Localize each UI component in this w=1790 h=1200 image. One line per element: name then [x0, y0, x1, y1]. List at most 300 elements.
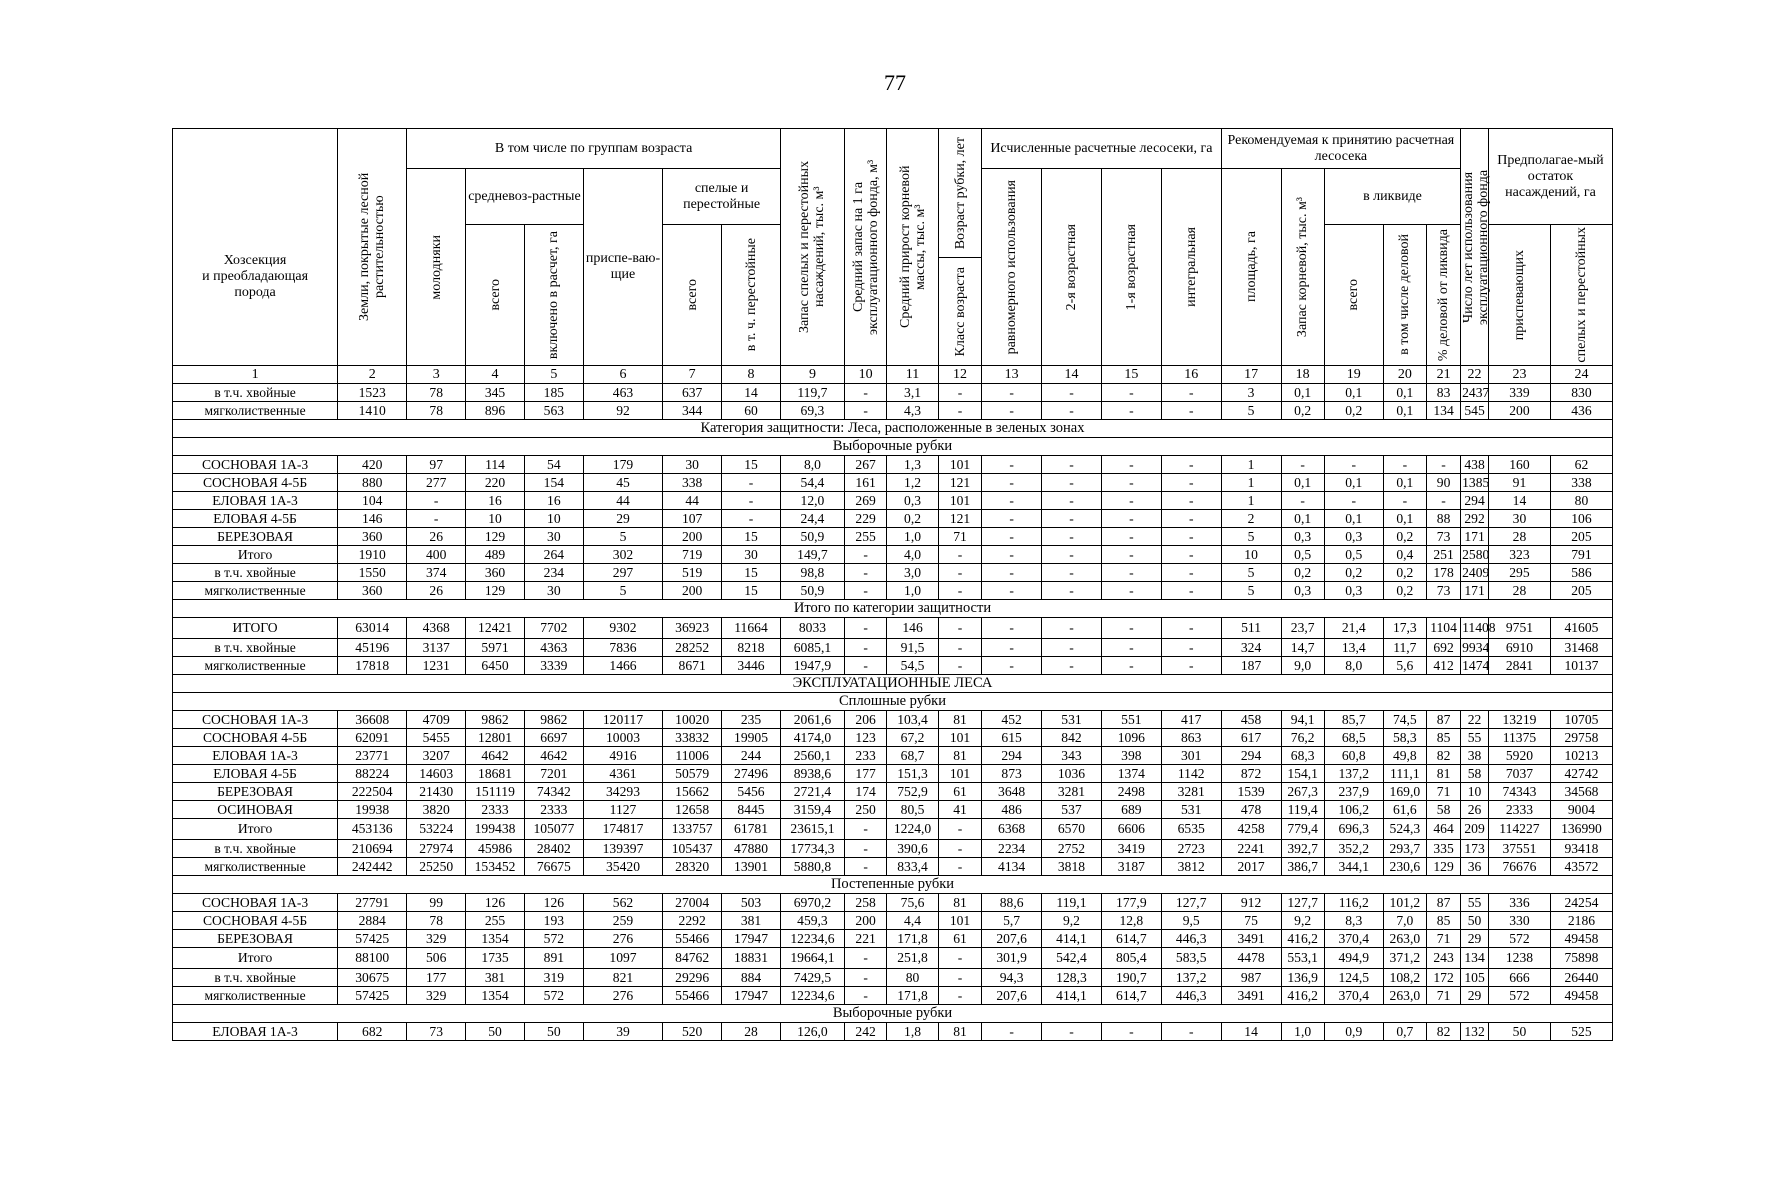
- row-label: мягколиственные: [173, 857, 338, 875]
- col-root-stock: Запас корневой, тыс. м³: [1281, 169, 1324, 366]
- table-row: [173, 617, 1613, 638]
- table-cell: 459,3: [780, 911, 844, 929]
- table-cell: 105437: [663, 839, 722, 857]
- table-cell: 75898: [1550, 947, 1612, 968]
- table-cell: 3281: [1042, 782, 1102, 800]
- table-cell: 120117: [583, 710, 662, 728]
- table-cell: 177: [407, 968, 466, 986]
- table-cell: -: [982, 638, 1042, 656]
- table-cell: 301,9: [982, 947, 1042, 968]
- table-cell: 1354: [466, 929, 525, 947]
- table-cell: 124,5: [1324, 968, 1383, 986]
- table-cell: 58: [1461, 764, 1489, 782]
- table-cell: 41: [938, 800, 981, 818]
- table-cell: -: [1383, 455, 1426, 473]
- table-cell: 7702: [524, 617, 583, 638]
- table-cell: 519: [663, 563, 722, 581]
- table-cell: 101: [938, 764, 981, 782]
- table-cell: 2884: [338, 911, 407, 929]
- table-cell: -: [982, 383, 1042, 401]
- table-cell: 0,1: [1324, 473, 1383, 491]
- table-cell: 2292: [663, 911, 722, 929]
- table-cell: 1385: [1462, 474, 1490, 490]
- table-cell: 107: [663, 509, 722, 527]
- table-cell: 14: [1221, 1022, 1281, 1040]
- table-cell: -: [1101, 473, 1161, 491]
- table-cell: 73: [407, 1022, 466, 1040]
- table-row: [173, 857, 1613, 875]
- table-cell: 29: [583, 509, 662, 527]
- table-cell: 752,9: [887, 782, 939, 800]
- table-cell: 0,3: [1324, 581, 1383, 599]
- table-cell: 329: [407, 986, 466, 1004]
- table-cell: 244: [722, 746, 781, 764]
- table-cell: 263,0: [1383, 929, 1426, 947]
- column-number-row: [173, 365, 1613, 383]
- table-cell: 263,0: [1383, 986, 1426, 1004]
- table-cell: -: [982, 617, 1042, 638]
- column-number: 19: [1324, 365, 1383, 383]
- col-liquid: в ликвиде: [1324, 169, 1460, 225]
- table-cell: 343: [1042, 746, 1102, 764]
- column-number: 1: [173, 365, 338, 383]
- table-cell: 75,6: [887, 893, 939, 911]
- table-cell: 171,8: [887, 929, 939, 947]
- table-cell: -: [982, 656, 1042, 674]
- table-cell: -: [1042, 491, 1102, 509]
- table-cell: 1,0: [1281, 1022, 1324, 1040]
- table-cell: 7201: [524, 764, 583, 782]
- table-cell: 12801: [466, 728, 525, 746]
- col-years-use: Число лет использования эксплуатационного фонда: [1461, 129, 1489, 366]
- row-label: мягколиственные: [173, 986, 338, 1004]
- table-cell: 50,9: [780, 527, 844, 545]
- table-cell: 531: [1161, 800, 1221, 818]
- table-cell: 486: [982, 800, 1042, 818]
- table-cell: 4368: [407, 617, 466, 638]
- table-cell: 171: [1461, 581, 1489, 599]
- table-cell: 5: [1221, 401, 1281, 419]
- table-cell: 4363: [524, 638, 583, 656]
- table-cell: 292: [1461, 509, 1489, 527]
- table-cell: 15: [722, 455, 781, 473]
- table-cell: 57425: [338, 929, 407, 947]
- table-cell: 19905: [722, 728, 781, 746]
- table-cell: 33832: [663, 728, 722, 746]
- table-cell: 13901: [722, 857, 781, 875]
- table-cell: 134: [1427, 401, 1461, 419]
- table-cell: 446,3: [1161, 929, 1221, 947]
- table-cell: 108,2: [1383, 968, 1426, 986]
- table-cell: -: [1101, 656, 1161, 674]
- section-title: Итого по категории защитности: [173, 599, 1613, 617]
- table-cell: 85,7: [1324, 710, 1383, 728]
- table-cell: 83: [1427, 383, 1461, 401]
- table-cell: 123: [844, 728, 886, 746]
- table-cell: 464: [1427, 818, 1461, 839]
- table-cell: 105077: [524, 818, 583, 839]
- section-row: [173, 875, 1613, 893]
- table-cell: -: [982, 509, 1042, 527]
- table-cell: 2333: [524, 800, 583, 818]
- table-cell: 392,7: [1281, 839, 1324, 857]
- table-body: [173, 365, 1613, 1040]
- table-cell: 229: [844, 509, 886, 527]
- table-cell: 44: [663, 491, 722, 509]
- table-cell: 25250: [407, 857, 466, 875]
- table-cell: 330: [1488, 911, 1550, 929]
- table-cell: 412: [1427, 656, 1461, 674]
- table-cell: 12658: [663, 800, 722, 818]
- table-cell: -: [1042, 656, 1102, 674]
- table-cell: 171,8: [887, 986, 939, 1004]
- table-cell: -: [1101, 509, 1161, 527]
- table-cell: 81: [1427, 764, 1461, 782]
- table-cell: 114227: [1488, 818, 1550, 839]
- table-cell: 1036: [1042, 764, 1102, 782]
- table-cell: 0,2: [1383, 581, 1426, 599]
- table-cell: 15: [722, 527, 781, 545]
- table-cell: 1,8: [887, 1022, 939, 1040]
- column-number: 22: [1461, 365, 1489, 383]
- table-cell: 0,1: [1324, 383, 1383, 401]
- table-cell: 9862: [466, 710, 525, 728]
- table-cell: 293,7: [1383, 839, 1426, 857]
- table-cell: 1097: [583, 947, 662, 968]
- col-area: площадь, га: [1221, 169, 1281, 366]
- row-label: СОСНОВАЯ 1А-3: [173, 710, 338, 728]
- table-cell: 160: [1488, 455, 1550, 473]
- table-cell: 94,3: [982, 968, 1042, 986]
- table-cell: 71: [1427, 782, 1461, 800]
- table-cell: 1: [1221, 491, 1281, 509]
- table-cell: 511: [1221, 617, 1281, 638]
- table-cell: -: [938, 818, 981, 839]
- col-2nd-age: 2-я возрастная: [1042, 169, 1102, 366]
- table-cell: 35420: [583, 857, 662, 875]
- table-cell: 572: [1488, 929, 1550, 947]
- table-cell: 30: [524, 527, 583, 545]
- table-cell: 478: [1221, 800, 1281, 818]
- table-cell: 45986: [466, 839, 525, 857]
- table-cell: 24254: [1550, 893, 1612, 911]
- row-label: в т.ч. хвойные: [173, 563, 338, 581]
- col-1st-age: 1-я возрастная: [1101, 169, 1161, 366]
- table-cell: 220: [466, 473, 525, 491]
- table-cell: 360: [338, 581, 407, 599]
- table-cell: 61781: [722, 818, 781, 839]
- table-cell: 111,1: [1383, 764, 1426, 782]
- table-cell: 1: [1221, 473, 1281, 491]
- table-cell: -: [938, 581, 981, 599]
- table-cell: -: [844, 947, 886, 968]
- table-cell: 319: [524, 968, 583, 986]
- table-cell: -: [1042, 563, 1102, 581]
- table-cell: 17734,3: [780, 839, 844, 857]
- table-cell: 617: [1221, 728, 1281, 746]
- table-cell: 6535: [1161, 818, 1221, 839]
- table-cell: 243: [1427, 947, 1461, 968]
- table-cell: 78: [407, 401, 466, 419]
- table-cell: 44: [583, 491, 662, 509]
- table-row: [173, 911, 1613, 929]
- table-cell: 821: [583, 968, 662, 986]
- table-cell: 637: [663, 383, 722, 401]
- table-cell: 174: [844, 782, 886, 800]
- table-cell: 3491: [1221, 929, 1281, 947]
- table-cell: 0,3: [887, 491, 939, 509]
- table-cell: 75: [1221, 911, 1281, 929]
- table-cell: 463: [583, 383, 662, 401]
- table-cell: 7836: [583, 638, 662, 656]
- table-cell: -: [1042, 509, 1102, 527]
- table-cell: 54,4: [780, 473, 844, 491]
- table-cell: 11375: [1488, 728, 1550, 746]
- table-cell: 19664,1: [780, 947, 844, 968]
- table-cell: 87: [1427, 893, 1461, 911]
- table-cell: 335: [1427, 839, 1461, 857]
- table-cell: -: [722, 491, 781, 509]
- table-cell: 1354: [466, 986, 525, 1004]
- table-cell: 0,2: [1281, 563, 1324, 581]
- table-cell: 80,5: [887, 800, 939, 818]
- table-cell: -: [982, 563, 1042, 581]
- col-age-class: Класс возраста: [938, 258, 981, 365]
- table-cell: 161: [844, 473, 886, 491]
- table-cell: 78: [407, 383, 466, 401]
- table-cell: 251,8: [887, 947, 939, 968]
- table-cell: 94,1: [1281, 710, 1324, 728]
- table-cell: 205: [1550, 581, 1612, 599]
- table-cell: 5: [1221, 563, 1281, 581]
- table-cell: 68,5: [1324, 728, 1383, 746]
- table-cell: -: [1427, 491, 1461, 509]
- table-cell: 136990: [1550, 818, 1612, 839]
- table-row: [173, 710, 1613, 728]
- column-number: 16: [1161, 365, 1221, 383]
- table-cell: -: [844, 818, 886, 839]
- table-cell: 126: [466, 893, 525, 911]
- table-cell: 264: [524, 545, 583, 563]
- table-cell: 71: [1427, 929, 1461, 947]
- table-cell: 0,1: [1383, 401, 1426, 419]
- col-rec-cutting: Рекомендуемая к принятию расчетная лесосека: [1221, 129, 1460, 169]
- column-number: 11: [887, 365, 939, 383]
- table-header: [173, 129, 1613, 366]
- table-cell: 55: [1461, 728, 1489, 746]
- table-cell: -: [938, 986, 981, 1004]
- table-cell: 0,1: [1324, 509, 1383, 527]
- table-cell: 323: [1488, 545, 1550, 563]
- table-cell: 3648: [982, 782, 1042, 800]
- table-cell: 18681: [466, 764, 525, 782]
- table-row: [173, 545, 1613, 563]
- table-cell: 200: [663, 581, 722, 599]
- row-label: Итого: [173, 545, 338, 563]
- table-cell: 2017: [1221, 857, 1281, 875]
- table-cell: 9,2: [1042, 911, 1102, 929]
- table-cell: 128,3: [1042, 968, 1102, 986]
- table-cell: -: [1042, 383, 1102, 401]
- table-cell: 572: [524, 929, 583, 947]
- table-cell: 71: [1427, 986, 1461, 1004]
- row-label: в т.ч. хвойные: [173, 638, 338, 656]
- table-cell: 60,8: [1324, 746, 1383, 764]
- table-cell: 5920: [1488, 746, 1550, 764]
- table-cell: 344,1: [1324, 857, 1383, 875]
- row-label: ЕЛОВАЯ 1А-3: [173, 1022, 338, 1040]
- table-cell: 116,2: [1324, 893, 1383, 911]
- row-label: БЕРЕЗОВАЯ: [173, 527, 338, 545]
- table-cell: 255: [844, 527, 886, 545]
- table-cell: 416,2: [1281, 929, 1324, 947]
- table-cell: 5455: [407, 728, 466, 746]
- table-cell: 5: [583, 527, 662, 545]
- table-cell: -: [982, 545, 1042, 563]
- table-row: [173, 1022, 1613, 1040]
- table-cell: 55466: [663, 986, 722, 1004]
- table-cell: -: [938, 947, 981, 968]
- table-cell: -: [1383, 491, 1426, 509]
- column-number: 15: [1101, 365, 1161, 383]
- table-cell: 82: [1427, 746, 1461, 764]
- table-cell: 222504: [338, 782, 407, 800]
- row-label: Итого: [173, 947, 338, 968]
- table-cell: 10705: [1550, 710, 1612, 728]
- table-cell: -: [938, 383, 981, 401]
- table-cell: 5: [583, 581, 662, 599]
- col-uniform: равномерного использования: [982, 169, 1042, 366]
- table-cell: 74,5: [1383, 710, 1426, 728]
- table-cell: 414,1: [1042, 986, 1102, 1004]
- table-row: [173, 764, 1613, 782]
- table-cell: -: [1161, 1022, 1221, 1040]
- table-cell: 7,0: [1383, 911, 1426, 929]
- table-cell: 7037: [1488, 764, 1550, 782]
- table-cell: 153452: [466, 857, 525, 875]
- table-cell: 15: [722, 581, 781, 599]
- table-cell: 23771: [338, 746, 407, 764]
- table-cell: 61,6: [1383, 800, 1426, 818]
- table-cell: 371,2: [1383, 947, 1426, 968]
- table-cell: -: [407, 491, 466, 509]
- table-cell: 267,3: [1281, 782, 1324, 800]
- table-cell: 553,1: [1281, 947, 1324, 968]
- table-cell: -: [1101, 638, 1161, 656]
- column-number: 12: [938, 365, 981, 383]
- table-cell: 206: [844, 710, 886, 728]
- table-cell: 3207: [407, 746, 466, 764]
- table-cell: 235: [722, 710, 781, 728]
- table-cell: 146: [338, 509, 407, 527]
- table-cell: -: [1281, 455, 1324, 473]
- table-cell: 9862: [524, 710, 583, 728]
- table-cell: 8445: [722, 800, 781, 818]
- table-row: [173, 893, 1613, 911]
- table-cell: 3818: [1042, 857, 1102, 875]
- table-cell: 258: [844, 893, 886, 911]
- table-cell: 14603: [407, 764, 466, 782]
- table-cell: 49458: [1550, 929, 1612, 947]
- column-number: 4: [466, 365, 525, 383]
- row-label: в т.ч. хвойные: [173, 968, 338, 986]
- table-row: [173, 800, 1613, 818]
- table-cell: 3812: [1161, 857, 1221, 875]
- table-cell: 4,3: [887, 401, 939, 419]
- table-cell: 50579: [663, 764, 722, 782]
- row-label: в т.ч. хвойные: [173, 839, 338, 857]
- row-label: ОСИНОВАЯ: [173, 800, 338, 818]
- table-cell: 0,2: [1383, 527, 1426, 545]
- table-cell: 884: [722, 968, 781, 986]
- table-cell: 3137: [407, 638, 466, 656]
- table-cell: 242: [844, 1022, 886, 1040]
- table-cell: 9,0: [1281, 656, 1324, 674]
- table-cell: 76,2: [1281, 728, 1324, 746]
- table-cell: 0,2: [1383, 563, 1426, 581]
- table-cell: 63014: [338, 617, 407, 638]
- table-cell: 42742: [1550, 764, 1612, 782]
- col-young: молодняки: [407, 169, 466, 366]
- table-cell: 4916: [583, 746, 662, 764]
- table-cell: 101,2: [1383, 893, 1426, 911]
- table-cell: 1142: [1161, 764, 1221, 782]
- table-cell: 139397: [583, 839, 662, 857]
- table-cell: 0,2: [1281, 401, 1324, 419]
- table-cell: 863: [1161, 728, 1221, 746]
- table-row: [173, 728, 1613, 746]
- table-cell: -: [1161, 491, 1221, 509]
- table-cell: 127,7: [1281, 893, 1324, 911]
- table-cell: 833,4: [887, 857, 939, 875]
- table-cell: -: [1161, 473, 1221, 491]
- table-cell: 93418: [1550, 839, 1612, 857]
- col-remain-mature: спелых и перестойных: [1550, 225, 1612, 366]
- table-cell: 9302: [583, 617, 662, 638]
- table-cell: 374: [407, 563, 466, 581]
- table-cell: 28: [722, 1022, 781, 1040]
- table-cell: 329: [407, 929, 466, 947]
- table-cell: 562: [583, 893, 662, 911]
- table-cell: -: [1161, 638, 1221, 656]
- table-cell: 896: [466, 401, 525, 419]
- section-row: [173, 599, 1613, 617]
- table-cell: 324: [1221, 638, 1281, 656]
- table-cell: 360: [466, 563, 525, 581]
- table-cell: 1,3: [887, 455, 939, 473]
- table-cell: -: [982, 1022, 1042, 1040]
- table-cell: -: [1042, 617, 1102, 638]
- table-cell: 13219: [1488, 710, 1550, 728]
- table-cell: 28: [1488, 581, 1550, 599]
- col-overmature: в т. ч. перестойные: [722, 225, 781, 366]
- table-cell: 81: [938, 710, 981, 728]
- table-cell: 38: [1461, 746, 1489, 764]
- table-cell: 276: [583, 929, 662, 947]
- table-cell: 28402: [524, 839, 583, 857]
- table-cell: 30675: [338, 968, 407, 986]
- table-cell: 88100: [338, 947, 407, 968]
- table-cell: 779,4: [1281, 818, 1324, 839]
- table-cell: -: [1042, 527, 1102, 545]
- table-cell: 62: [1550, 455, 1612, 473]
- table-cell: 26440: [1550, 968, 1612, 986]
- table-cell: -: [844, 401, 886, 419]
- table-cell: 0,2: [1324, 563, 1383, 581]
- column-number: 9: [780, 365, 844, 383]
- table-cell: 27791: [338, 893, 407, 911]
- table-cell: 154,1: [1281, 764, 1324, 782]
